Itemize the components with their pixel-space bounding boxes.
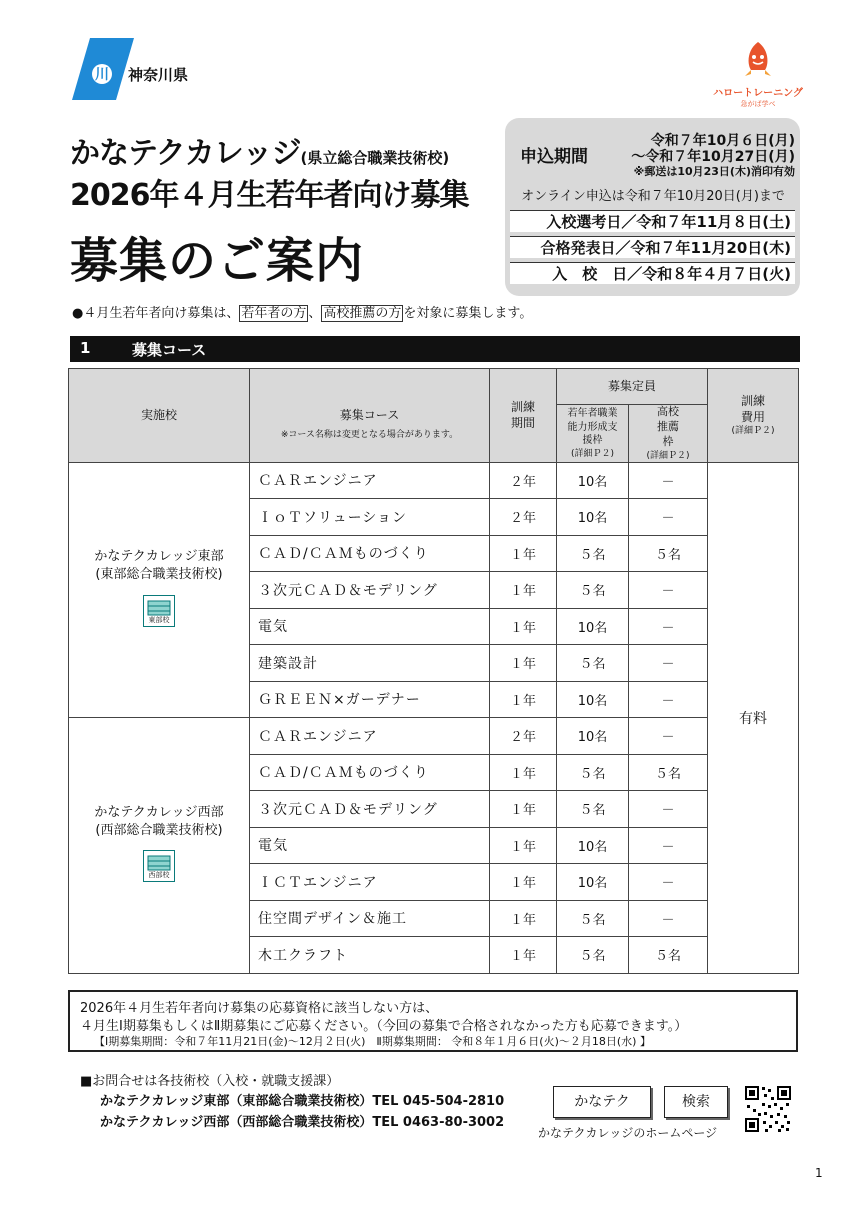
course-name: 電気	[250, 827, 490, 864]
capacity-school: ５名	[629, 754, 708, 791]
page-title-line2: 2026年４月生若年者向け募集	[70, 178, 469, 213]
course-name: ＣＡＤ/ＣＡＭものづくり	[250, 535, 490, 572]
header-school: 実施校	[69, 369, 250, 463]
course-period: １年	[490, 608, 557, 645]
capacity-school: ５名	[629, 937, 708, 974]
header-period: 訓練期間	[490, 369, 557, 463]
capacity-school: －	[629, 645, 708, 682]
capacity-school: －	[629, 718, 708, 755]
capacity-youth: 10名	[557, 499, 629, 536]
entry-date: 入 校 日／令和８年４月７日(火)	[510, 262, 795, 284]
table-row	[69, 462, 799, 499]
qr-code-icon[interactable]	[744, 1085, 792, 1133]
header-cap-school: 高校推薦枠 (詳細Ｐ２)	[629, 405, 708, 463]
course-period: １年	[490, 827, 557, 864]
capacity-youth: ５名	[557, 754, 629, 791]
course-period: ２年	[490, 718, 557, 755]
school-name: かなテクカレッジ東部	[94, 549, 224, 565]
course-name: ＣＡＲエンジニア	[250, 718, 490, 755]
course-name: 住空間デザイン＆施工	[250, 900, 490, 937]
notice-line3: 【Ⅰ期募集期間：令和７年11月21日(金)～12月２日(火) Ⅱ期募集期間： 令和８年１月６日(火)～２月18日(水) 】	[94, 1035, 651, 1048]
course-period: １年	[490, 572, 557, 609]
header-course: 募集コース ※コース名称は変更となる場合があります。	[250, 369, 490, 463]
page-number: 1	[815, 1166, 823, 1180]
notice-line2: ４月生Ⅰ期募集もしくはⅡ期募集にご応募ください。（今回の募集で合格されなかった方も応募できます。）	[80, 1019, 688, 1034]
course-period: １年	[490, 937, 557, 974]
course-name: ３次元ＣＡＤ＆モデリング	[250, 572, 490, 609]
course-period: ２年	[490, 462, 557, 499]
intro-text: ●４月生若年者向け募集は、 若年者の方 、 高校推薦の方 を対象に募集します。	[72, 306, 533, 321]
kanagawa-logo-icon	[72, 38, 134, 100]
apply-period-to: ～令和７年10月27日(月)	[631, 149, 795, 165]
west-school-cell	[69, 718, 250, 974]
fee-value: 有料	[708, 462, 799, 973]
capacity-school: －	[629, 900, 708, 937]
homepage-label: かなテクカレッジのホームページ	[538, 1126, 718, 1140]
svg-text:川: 川	[95, 67, 109, 83]
contact-east: かなテクカレッジ東部（東部総合職業技術校）TEL 045-504-2810	[100, 1094, 505, 1109]
course-period: １年	[490, 535, 557, 572]
capacity-school: －	[629, 827, 708, 864]
east-school-cell	[69, 462, 250, 718]
capacity-youth: 10名	[557, 681, 629, 718]
online-apply-note: オンライン申込は令和７年10月20日(月)まで	[521, 189, 785, 204]
course-name: 電気	[250, 608, 490, 645]
prefecture-name: 神奈川県	[128, 66, 189, 84]
contact-west: かなテクカレッジ西部（西部総合職業技術校）TEL 0463-80-3002	[100, 1115, 505, 1130]
capacity-youth: ５名	[557, 900, 629, 937]
course-period: ２年	[490, 499, 557, 536]
capacity-youth: ５名	[557, 535, 629, 572]
header-capacity: 募集定員	[557, 369, 708, 405]
capacity-school: －	[629, 608, 708, 645]
course-period: １年	[490, 681, 557, 718]
capacity-school: －	[629, 572, 708, 609]
capacity-school: －	[629, 681, 708, 718]
capacity-school: －	[629, 864, 708, 901]
capacity-youth: ５名	[557, 791, 629, 828]
course-name: ＧＲＥＥＮ×ガーデナー	[250, 681, 490, 718]
search-term-box[interactable]: かなテク	[553, 1086, 651, 1118]
course-name: 木工クラフト	[250, 937, 490, 974]
rocket-icon	[741, 40, 775, 78]
contact-heading: ■お問合せは各技術校（入校・就職支援課）	[80, 1074, 340, 1089]
hello-training-logo	[712, 40, 804, 108]
school-name: かなテクカレッジ西部	[94, 804, 224, 820]
capacity-youth: ５名	[557, 572, 629, 609]
search-button[interactable]: 検索	[664, 1086, 728, 1118]
header-cap-youth: 若年者職業能力形成支援枠 (詳細Ｐ２)	[557, 405, 629, 463]
course-period: １年	[490, 754, 557, 791]
hello-training-text: ハロートレーニング	[713, 88, 803, 99]
hello-training-sub: 急がば学べ	[740, 100, 776, 108]
section-number: 1	[80, 339, 91, 357]
capacity-youth: 10名	[557, 864, 629, 901]
school-subname: (西部総合職業技術校)	[95, 822, 223, 838]
notice-box	[68, 990, 798, 1052]
school-icon-label: 東部校	[144, 616, 174, 626]
course-name: ＣＡＤ/ＣＡＭものづくり	[250, 754, 490, 791]
course-name: ＣＡＲエンジニア	[250, 462, 490, 499]
apply-period-from: 令和７年10月６日(月)	[650, 133, 795, 149]
course-period: １年	[490, 864, 557, 901]
capacity-youth: ５名	[557, 937, 629, 974]
notice-line1: 2026年４月生若年者向け募集の応募資格に該当しない方は、	[80, 1001, 439, 1016]
course-name: ３次元ＣＡＤ＆モデリング	[250, 791, 490, 828]
exam-date: 入校選考日／令和７年11月８日(土)	[510, 210, 795, 232]
capacity-youth: 10名	[557, 718, 629, 755]
table-row	[69, 718, 799, 755]
school-subname: (東部総合職業技術校)	[95, 567, 223, 583]
course-name: ＩｏＴソリューション	[250, 499, 490, 536]
school-building-icon	[143, 595, 175, 627]
capacity-youth: ５名	[557, 645, 629, 682]
capacity-school: －	[629, 791, 708, 828]
course-name: 建築設計	[250, 645, 490, 682]
school-icon-label: 西部校	[144, 871, 174, 881]
capacity-youth: 10名	[557, 608, 629, 645]
mail-postmark-note: ※郵送は10月23日(木)消印有効	[633, 165, 795, 178]
school-building-icon	[143, 850, 175, 882]
capacity-youth: 10名	[557, 462, 629, 499]
section-title: 募集コース	[132, 341, 207, 359]
apply-period-label: 申込期間	[520, 147, 588, 167]
page-title-line1: かなテクカレッジ(県立総合職業技術校)	[70, 136, 450, 171]
header-fee: 訓練費用 (詳細Ｐ２)	[708, 369, 799, 463]
course-table	[68, 368, 799, 974]
page-title-main: 募集のご案内	[70, 233, 365, 289]
capacity-youth: 10名	[557, 827, 629, 864]
course-period: １年	[490, 645, 557, 682]
capacity-school: ５名	[629, 535, 708, 572]
course-period: １年	[490, 791, 557, 828]
result-date: 合格発表日／令和７年11月20日(木)	[510, 236, 795, 258]
capacity-school: －	[629, 462, 708, 499]
capacity-school: －	[629, 499, 708, 536]
course-period: １年	[490, 900, 557, 937]
course-name: ＩＣＴエンジニア	[250, 864, 490, 901]
